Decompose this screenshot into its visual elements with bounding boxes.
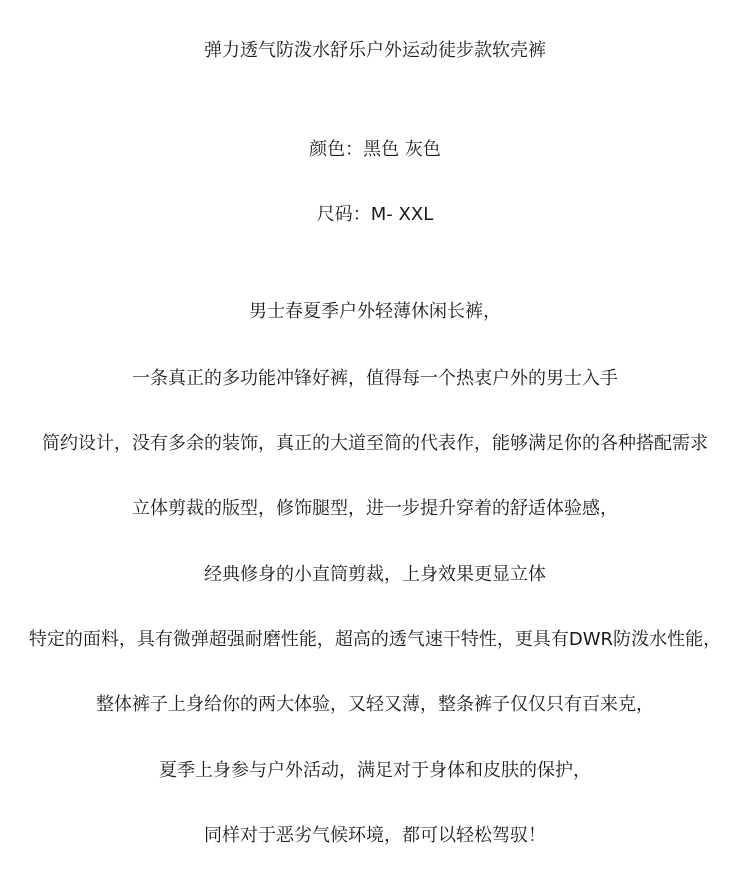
description-line: 同样对于恶劣气候环境，都可以轻松驾驭！	[204, 825, 546, 846]
color-spec: 颜色：黑色 灰色	[309, 139, 441, 160]
description-line: 经典修身的小直筒剪裁，上身效果更显立体	[204, 564, 546, 585]
description-line: 男士春夏季户外轻薄休闲长裤，	[249, 301, 501, 322]
size-spec: 尺码：M- XXL	[316, 204, 434, 225]
description-line: 简约设计，没有多余的装饰，真正的大道至简的代表作，能够满足你的各种搭配需求	[42, 433, 708, 454]
description-line: 立体剪裁的版型，修饰腿型，进一步提升穿着的舒适体验感，	[132, 498, 618, 519]
description-line: 一条真正的多功能冲锋好裤，值得每一个热衷户外的男士入手	[132, 368, 618, 389]
description-line: 夏季上身参与户外活动，满足对于身体和皮肤的保护，	[159, 760, 591, 781]
description-line: 特定的面料，具有微弹超强耐磨性能，超高的透气速干特性，更具有DWR防泼水性能，	[28, 629, 722, 650]
product-title: 弹力透气防泼水舒乐户外运动徒步款软壳裤	[204, 40, 546, 61]
description-line: 整体裤子上身给你的两大体验，又轻又薄，整条裤子仅仅只有百来克，	[96, 694, 654, 715]
